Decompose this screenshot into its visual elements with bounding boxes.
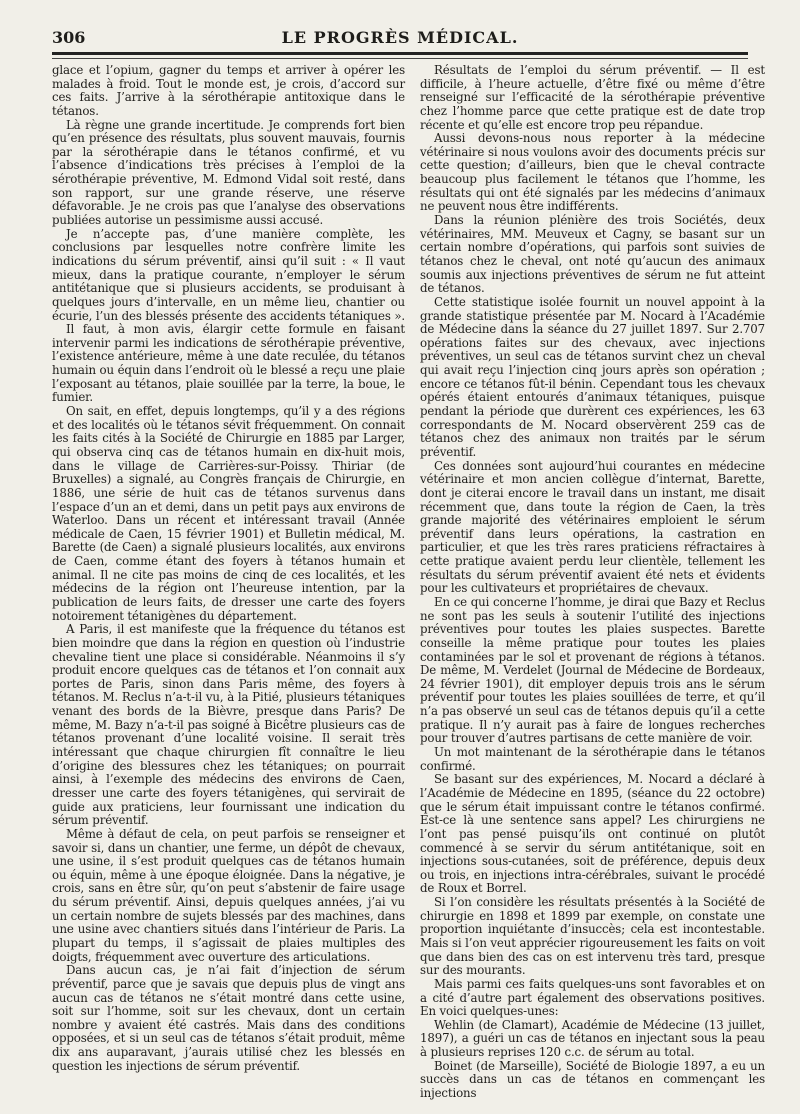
paragraph: Wehlin (de Clamart), Académie de Médecine (13 juillet, 1897), a guéri un cas de tétanos en injectant sous la peau à plusieurs reprises 120 c.c. de sérum au total. (420, 1017, 765, 1060)
paragraph: Même à défaut de cela, on peut parfois se renseigner et savoir si, dans un chantier, une ferme, un dépôt de chevaux, une usine, il s’est produit quelques cas de tétanos humain ou équin, même à une époque éloignée. Dans la négative, je crois, sans en être sûr, qu’on peut s’abstenir de faire usage du sérum préventif. Ainsi, depuis quelques années, j’ai vu un certain nombre de sujets blessés par des machines, dans une usine avec chantiers situés dans l’intérieur de Paris. La plupart du temps, il s’agissait de plaies multiples des doigts, fréquemment avec ouverture des articulations. (52, 826, 405, 964)
right-column (420, 64, 765, 1101)
paragraph: Mais parmi ces faits quelques-uns sont favorables et on a cité d’autre part également des observations positives. En voici quelques-unes: (420, 976, 765, 1019)
paragraph: glace et l’opium, gagner du temps et arriver à opérer les malades à froid. Tout le monde est, je crois, d’accord sur ces faits. J’arrive à la sérothérapie antitoxique dans le tétanos. (52, 63, 405, 118)
page-header (52, 22, 748, 47)
paragraph: Un mot maintenant de la sérothérapie dans le tétanos confirmé. (420, 745, 765, 773)
journal-title: LE PROGRÈS MÉDICAL. (281, 28, 519, 47)
left-column (52, 64, 405, 1073)
paragraph: Aussi devons-nous nous reporter à la médecine vétérinaire si nous voulons avoir des documents précis sur cette question; d’ailleurs, bien que le cheval contracte beaucoup plus facilement le tétanos que l’homme, les résultats qui ont été signalés par les médecins d’animaux ne peuvent nous être indifférents. (420, 131, 765, 214)
paragraph: Si l’on considère les résultats présentés à la Société de chirurgie en 1898 et 1899 par exemple, on constate une proportion inquiétante d’insuccès; cela est incontestable. Mais si l’on veut apprécier rigoureusement les faits on voit que dans bien des cas on est intervenu très tard, presque sur des mourants. (420, 895, 765, 978)
section-paragraph: Résultats de l’emploi du sérum préventif. — Il est difficile, à l’heure actuelle, d’être fixé ou même d’être renseigné sur l’efficacité de la sérothérapie préventive chez l’homme parce que cette pratique est de date trop récente et qu’elle est encore trop peu répandue. (420, 63, 765, 132)
paragraph: Il faut, à mon avis, élargir cette formule en faisant intervenir parmi les indications de sérothérapie préventive, l’existence antérieure, même à une date reculée, du tétanos humain ou équin dans l’endroit où le blessé a reçu une plaie l’exposant au tétanos, plaie souillée par la terre, la boue, le fumier. (52, 322, 405, 405)
paragraph: On sait, en effet, depuis longtemps, qu’il y a des régions et des localités où le tétanos sévit fréquemment. On connait les faits cités à la Société de Chirurgie en 1885 par Larger, qui observa cinq cas de tétanos humain en dix-huit mois, dans le village de Carrières-sur-Poissy. Thiriar (de Bruxelles) a signalé, au Congrès français de Chirurgie, en 1886, une série de huit cas de tétanos survenus dans l’espace d’un an et demi, dans un petit pays aux environs de Waterloo. Dans un récent et intéressant travail (Année médicale de Caen, 15 février 1901) et Bulletin médical, M. Barette (de Caen) a signalé plusieurs localités, aux environs de Caen, comme étant des foyers à tétanos humain et animal. Il ne cite pas moins de cinq de ces localités, et les médecins de la région ont l’heureuse intention, par la publication de leurs faits, de dresser une carte des foyers notoirement tétanigènes du département. (52, 404, 405, 623)
header-rule-thin (52, 58, 748, 59)
paragraph: Boinet (de Marseille), Société de Biologie 1897, a eu un succès dans un cas de tétanos en commençant les injections (420, 1058, 765, 1101)
page-number: 306 (52, 28, 86, 47)
paragraph: Dans aucun cas, je n’ai fait d’injection de sérum préventif, parce que je savais que depuis plus de vingt ans aucun cas de tétanos ne s’était montré dans cette usine, soit sur l’homme, soit sur les chevaux, dont un certain nombre y avaient été castrés. Mais dans des conditions opposées, et si un seul cas de tétanos s’était produit, même dix ans auparavant, j’aurais utilisé chez les blessés en question les injections de sérum préventif. (52, 963, 405, 1073)
paragraph: En ce qui concerne l’homme, je dirai que Bazy et Reclus ne sont pas les seuls à soutenir l’utilité des injections préventives pour toutes les plaies suspectes. Barette conseille la même pratique pour toutes les plaies contaminées par le sol et provenant de régions à tétanos. De même, M. Verdelet (Journal de Médecine de Bordeaux, 24 février 1901), dit employer depuis trois ans le sérum préventif pour toutes les plaies souillées de terre, et qu’il n’a pas observé un seul cas de tétanos depuis qu’il a cette pratique. Il n’y aurait pas à faire de longues recherches pour trouver d’autres partisans de cette manière de voir. (420, 594, 765, 746)
paragraph: Dans la réunion plénière des trois Sociétés, deux vétérinaires, MM. Meuveux et Cagny, se basant sur un certain nombre d’opérations, qui parfois sont suivies de tétanos chez le cheval, ont noté qu’aucun des animaux soumis aux injections préventives de sérum ne fut atteint de tétanos. (420, 213, 765, 296)
paragraph: Je n’accepte pas, d’une manière complète, les conclusions par lesquelles notre confrère limite les indications du sérum préventif, ainsi qu’il suit : « Il vaut mieux, dans la pratique courante, n’employer le sérum antitétanique que si plusieurs accidents, se produisant à quelques jours d’intervalle, en un même lieu, chantier ou écurie, l’un des blessés présente des accidents tétaniques ». (52, 226, 406, 323)
paragraph: Là règne une grande incertitude. Je comprends fort bien qu’en présence des résultats, plus souvent mauvais, fournis par la sérothérapie dans le tétanos confirmé, et vu l’absence d’indications très précises à l’emploi de la sérothérapie préventive, M. Edmond Vidal soit resté, dans son rapport, sur une grande réserve, une réserve défavorable. Je ne crois pas que l’analyse des observations publiées autorise un pessimisme aussi accusé. (52, 117, 405, 228)
paragraph: A Paris, il est manifeste que la fréquence du tétanos est bien moindre que dans la région en question où l’industrie chevaline tient une place si considérable. Néanmoins il s’y produit encore quelques cas de tétanos et l’on connait aux portes de Paris, sinon dans Paris même, des foyers à tétanos. M. Reclus n’a-t-il vu, à la Pitié, plusieurs tétaniques venant des bords de la Bièvre, presque dans Paris? De même, M. Bazy n’a-t-il pas soigné à Bicêtre plusieurs cas de tétanos provenant d’une localité voisine. Il serait très intéressant que chaque chirurgien fît connaître le lieu d’origine des blessures chez les tétaniques; on pourrait ainsi, à l’exemple des médecins des environs de Caen, dresser une carte des foyers tétanigènes, qui servirait de guide aux praticiens, leur fournissant une indication du sérum préventif. (52, 622, 405, 828)
paragraph: Cette statistique isolée fournit un nouvel appoint à la grande statistique présentée par M. Nocard à l’Académie de Médecine dans la séance du 27 juillet 1897. Sur 2.707 opérations faites sur des chevaux, avec injections préventives, un seul cas de tétanos survint chez un cheval qui avait reçu l’injection cinq jours après son opération ; encore ce tétanos fût-il bénin. Cependant tous les chevaux opérés étaient entourés d’animaux tétaniques, puisque pendant la période que durèrent ces expériences, les 63 correspondants de M. Nocard observèrent 259 cas de tétanos chez des animaux non traités par le sérum préventif. (420, 294, 765, 459)
paragraph: Ces données sont aujourd’hui courantes en médecine vétérinaire et mon ancien collègue d’internat, Barette, dont je citerai encore le travail dans un instant, me disait récemment que, dans toute la région de Caen, la très grande majorité des vétérinaires emploient le sérum préventif dans leurs opérations, la castration en particulier, et que les très rares praticiens réfractaires à cette pratique avaient perdu leur clientèle, tellement les résultats du sérum préventif avaient été nets et évidents pour les cultivateurs et propriétaires de chevaux. (420, 458, 765, 596)
header-rule-thick (52, 52, 748, 55)
paragraph: Se basant sur des expériences, M. Nocard a déclaré à l’Académie de Médecine en 1895, (séance du 22 octobre) que le sérum était impuissant contre le tétanos confirmé. Est-ce là une sentence sans appel? Les chirurgiens ne l’ont pas pensé puisqu’ils ont continué on plutôt commencé à se servir du sérum antitétanique, soit en injections sous-cutanées, soit de préférence, depuis deux ou trois, en injections intra-cérébrales, suivant le procédé de Roux et Borrel. (420, 772, 765, 896)
